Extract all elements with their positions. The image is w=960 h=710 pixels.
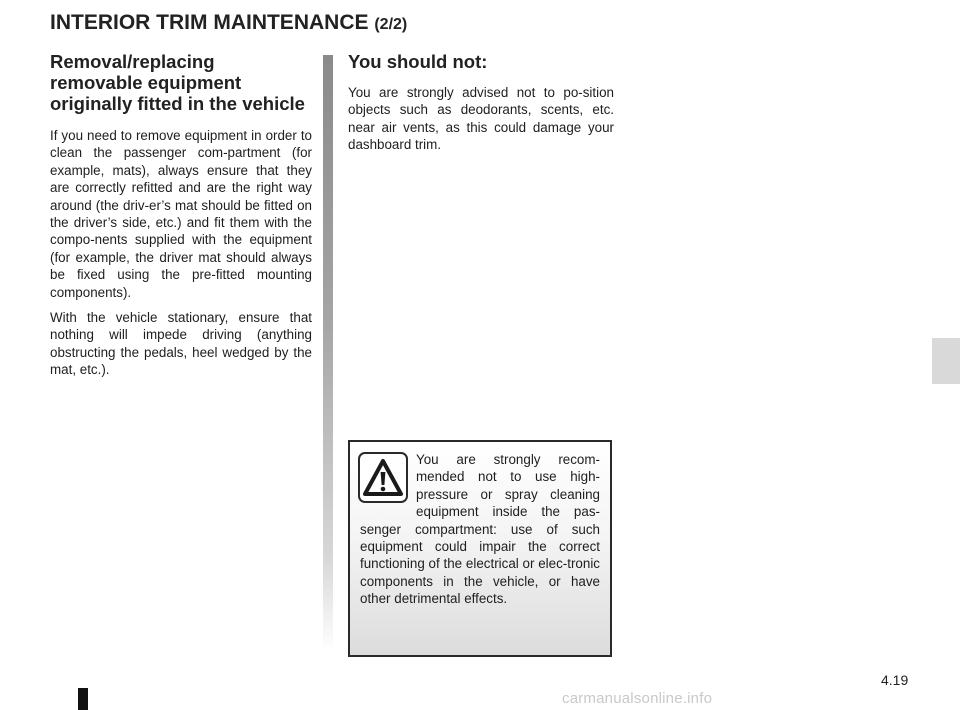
watermark: carmanualsonline.info xyxy=(562,690,713,707)
page-title xyxy=(50,11,407,35)
warning-text: You are strongly recom-mended not to use high-pressure or spray cleaning equipment inside the pas-senger compartment: use of such equipment could impair the correct functioning of the electrical or elec-tronic components in the vehicle, or have other detrimental effects. xyxy=(360,452,600,607)
paragraph-should-not: You are strongly advised not to po-sition objects such as deodorants, scents, etc. near air vents, as this could damage your dashboard trim. xyxy=(348,85,614,153)
section-heading-should-not: You should not: xyxy=(348,51,488,72)
warning-triangle-icon xyxy=(358,452,408,503)
right-column xyxy=(348,51,614,154)
chapter-side-tab xyxy=(932,338,960,384)
column-divider xyxy=(323,55,333,650)
left-column xyxy=(50,51,312,379)
paragraph-removal-1: If you need to remove equipment in order to clean the passenger com-partment (for example, mats), always ensure that they are correctly refitted and are the right way around (the driv-er’s mat should be fitted on the driver’s side, etc.) and fit them with the compo-nents supplied with the equipment (for example, the driver mat should always be fixed using the pre-fitted mounting components). xyxy=(50,128,312,300)
section-heading-removal: Removal/replacing removable equipment originally fitted in the vehicle xyxy=(50,51,305,114)
paragraph-removal-2: With the vehicle stationary, ensure that nothing will impede driving (anything obstructing the pedals, heel wedged by the mat, etc.). xyxy=(50,310,312,378)
page-number: 4.19 xyxy=(881,672,909,688)
warning-box xyxy=(348,440,612,657)
page-title-suffix: (2/2) xyxy=(374,16,408,33)
corner-mark xyxy=(78,688,88,710)
page-title-text: INTERIOR TRIM MAINTENANCE xyxy=(50,11,369,34)
